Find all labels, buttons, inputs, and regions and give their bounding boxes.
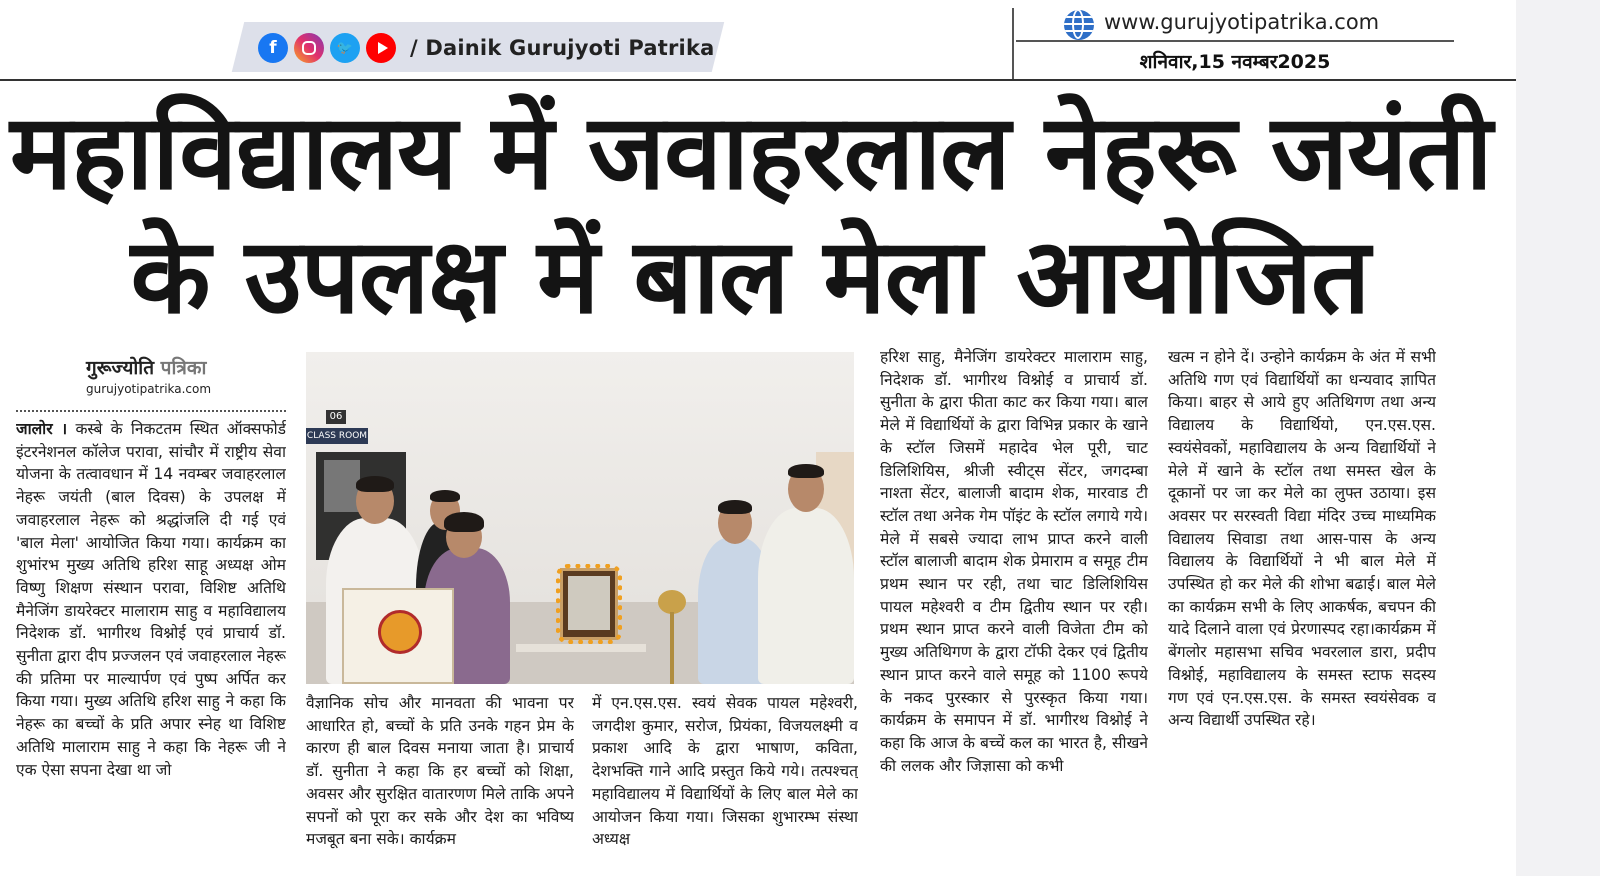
social-row	[258, 30, 715, 66]
edition-date: शनिवार,15 नवम्बर2025	[1139, 51, 1331, 73]
headline	[10, 88, 1490, 336]
person-1-hair	[356, 476, 394, 492]
dotted-divider	[16, 410, 286, 412]
youtube-icon[interactable]	[366, 33, 396, 63]
twitter-icon[interactable]: 🐦	[330, 33, 360, 63]
article-column-3	[592, 692, 858, 872]
globe-icon	[1064, 10, 1094, 40]
article-column-4	[880, 346, 1148, 872]
table	[516, 644, 646, 652]
instagram-icon[interactable]	[294, 33, 324, 63]
dateline-place: जालोर ।	[16, 420, 68, 438]
logo-name-main: गुरूज्योति	[86, 357, 155, 379]
room-sign: CLASS ROOM	[306, 428, 368, 444]
article-text-3: में एन.एस.एस. स्वयं सेवक पायल महेश्वरी, जगदीश कुमार, सरोज, प्रियंका, विजयलक्ष्मी व प्रकाश आदि के द्वारा भाषाण, कविता, देशभक्ति गाने आदि प्रस्तुत किये गये। तत्पश्चत् महाविद्यालय में विद्यार्थियों के लिए बाल मेले का आयोजन किया गया। जिसका शुभारम्भ संस्था अध्यक्ष	[592, 694, 858, 849]
room-number: 06	[326, 410, 346, 424]
headline-line-1: महाविद्यालय में जवाहरलाल नेहरू जयंती	[10, 91, 1492, 213]
logo-url: gurujyotipatrika.com	[86, 382, 212, 396]
logo-name	[86, 354, 306, 380]
masthead-bottom-rule	[0, 79, 1516, 81]
article-text-4: हरिश साहु, मैनेजिंग डायरेक्टर मालाराम साहु, निदेशक डॉ. भागीरथ विश्नोई व प्राचार्य डॉ. सुनीता के द्वारा फीता काट कर किया गया। बाल मेले में विद्यार्थियों के द्वारा विभिन्न प्रकार के खाने के स्टॉल जिसमें महादेव भेल पूरी, चाट डिलिशियिस, श्रीजी स्वीट्स सेंटर, जगदम्बा नाश्ता सेंटर, बालाजी बादाम शेक, मारवाड टी स्टॉल तथा अनेक गेम पॉइंट के स्टॉल लगाये गये। मेले में सबसे ज्यादा लाभ प्राप्त करने वाली स्टॉल बालाजी बादाम शेक प्रेमाराम व समूह टीम प्रथम स्थान पर रही, तथा चाट डिलिशियिस पायल महेश्वरी व टीम द्वितीय स्थान पर रही। प्रथम स्थान प्राप्त करने वाली विजेता टीम को मुख्य अतिथिगण के द्वारा टॉफी देकर एवं द्वितीय स्थान प्राप्त करने वाले समूह को 1100 रूपये के नकद पुरस्कार से पुरस्कृत किया गया। कार्यक्रम के समापन में डॉ. भागीरथ विश्नोई ने कहा कि आज के बच्चें कल का भारत है, सीखने की ललक और जिज्ञासा को कभी	[880, 348, 1148, 775]
logo-name-accent: पत्रिका	[160, 357, 207, 379]
lamp-stand	[670, 612, 674, 684]
brand-label: / Dainik Gurujyoti Patrika	[410, 36, 715, 60]
masthead-rule	[1016, 40, 1454, 42]
facebook-icon[interactable]: f	[258, 33, 288, 63]
person-2-hair	[430, 490, 460, 502]
website-link[interactable]: www.gurujyotipatrika.com	[1104, 10, 1380, 34]
article-column-5	[1168, 346, 1436, 872]
article-text-1: कस्बे के निकटतम स्थित ऑक्सफोर्ड इंटरनेशनल कॉलेज परावा, सांचौर में राष्ट्रीय सेवा योजना के तत्वावधान में 14 नवम्बर जवाहरलाल नेहरू जयंती (बाल दिवस) के उपलक्ष में जवाहरलाल नेहरू को श्रद्धांजलि दी गई एवं 'बाल मेला' आयोजित किया गया। कार्यक्रम का शुभांरभ मुख्य अतिथि हरिश साहू अध्यक्ष ओम विष्णु शिक्षण संस्थान परावा, विशिष्ट अतिथि मैनेजिंग डायरेक्टर मालाराम साहु व महाविद्यालय निदेशक डॉ. भागीरथ विश्नोई एवं प्राचार्य डॉ. सुनीता द्वारा दीप प्रज्जलन एवं जवाहरलाल नेहरू की प्रतिमा पर माल्यार्पण एवं पुष्प अर्पित कर किया गया। मुख्य अतिथि हरिश साहु ने कहा कि नेहरू का बच्चों के प्रति अपार स्नेह था विशिष्ट अतिथि मालाराम साहु ने कहा कि नेहरू जी ने एक ऐसा सपना देखा था जो	[16, 420, 286, 779]
ceremonial-lamp	[658, 590, 686, 614]
person-5	[758, 508, 854, 684]
flower-garland	[556, 564, 622, 644]
masthead-divider	[1012, 8, 1014, 80]
right-gutter	[1516, 0, 1600, 876]
article-column-1	[16, 418, 286, 870]
event-photo	[306, 352, 854, 684]
board-portrait	[324, 460, 360, 512]
person-4-hair	[718, 500, 752, 514]
person-3-hair	[444, 512, 484, 532]
article-column-2	[306, 692, 574, 872]
patrika-logo	[86, 354, 306, 396]
college-emblem	[378, 610, 422, 654]
person-5-hair	[788, 464, 824, 478]
article-text-2: वैज्ञानिक सोच और मानवता की भावना पर आधारित हो, बच्चों के प्रति उनके गहन प्रेम के कारण ही बाल दिवस मनाया जाता है। प्राचार्य डॉ. सुनीता ने कहा कि हर बच्चों को शिक्षा, अवसर और सुरक्षित वातारणण मिले ताकि अपने सपनों को पूरा कर सके और देश का भविष्य मजबूत बना सके। कार्यक्रम	[306, 694, 574, 849]
headline-line-2: के उपलक्ष में बाल मेला आयोजित	[130, 215, 1370, 337]
article-text-5: खत्म न होने दें। उन्होने कार्यक्रम के अंत में सभी अतिथि गण एवं विद्यार्थियों का धन्यवाद ज्ञापित किया। बाहर से आये हुए अतिथिगण तथा अन्य विद्यालय के विद्यार्थियो, एन.एस.एस. स्वयंसेवकों, महाविद्यालय के अन्य विद्यार्थियों ने मेले में खाने के स्टॉल तथा समस्त खेल के दूकानों पर जा कर मेले का लुफ्त उठाया। इस अवसर पर सरस्वती विद्या मंदिर उच्च माध्यमिक विद्यालय सिवाडा तथा आस-पास के अन्य विद्यालय के विद्यार्थियों ने भी बाल मेले में उपस्थित हो कर मेले की शोभा बढाई। बाल मेले का कार्यक्रम सभी के लिए आकर्षक, बचपन की यादे दिलाने वाला एवं प्रेरणास्पद रहा।कार्यक्रम में बेंगलोर महासभा सचिव भवरलाल डारा, प्रदीप विश्नोई, महाविद्यालय के समस्त स्टाफ सदस्य गण एवं एन.एस.एस. के समस्त स्वयंसेवक व अन्य विद्यार्थी उपस्थित रहे।	[1168, 348, 1436, 730]
